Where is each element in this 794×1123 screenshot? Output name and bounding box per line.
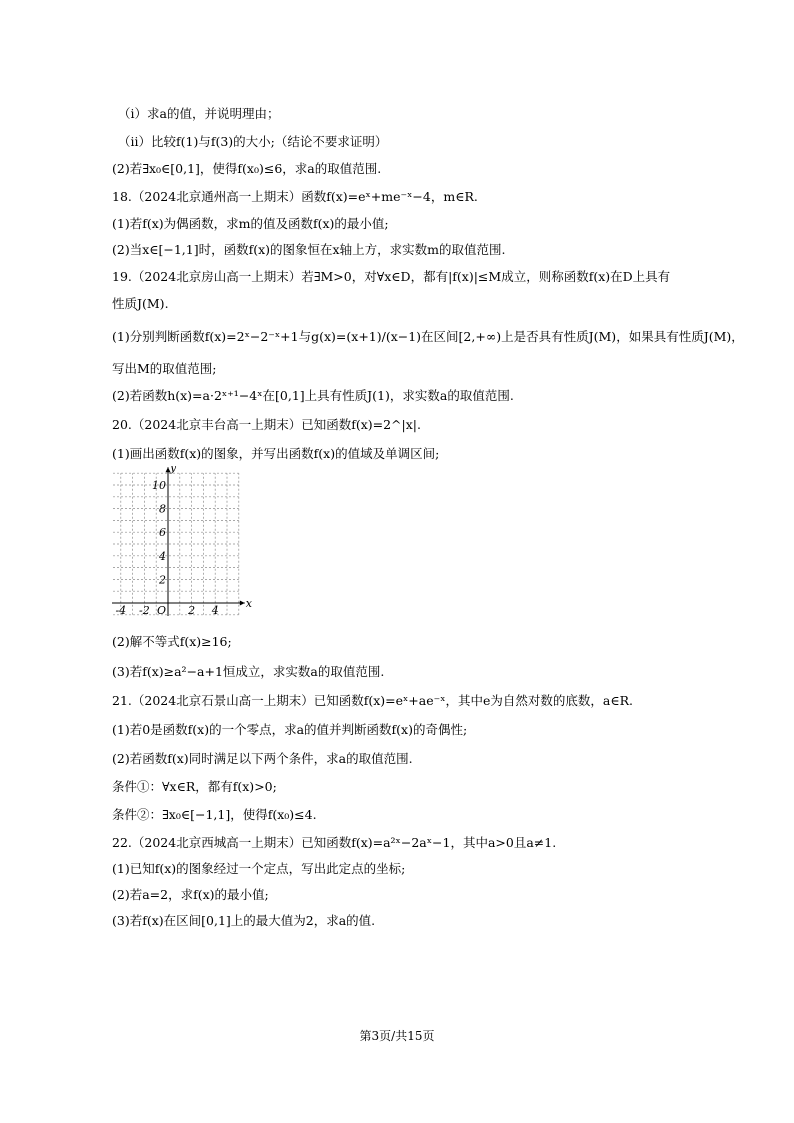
q22-part3: (3)若f(x)在区间[0,1]上的最大值为2，求a的值. [112,913,376,928]
y-axis-label: y [170,466,177,475]
q19-part1-cont: 写出M的取值范围; [112,361,217,376]
y-tick-label: 8 [159,502,166,516]
q20-part3: (3)若f(x)≥a²−a+1恒成立，求实数a的取值范围. [112,664,385,679]
coordinate-grid-figure [112,466,262,616]
q18-part1: (1)若f(x)为偶函数，求m的值及函数f(x)的最小值; [112,216,389,231]
page-footer: 第3页/共15页 [359,1029,435,1043]
q17-part1-i: （i）求a的值，并说明理由； [118,106,280,121]
q20-stem: 20.（2024北京丰台高一上期末）已知函数f(x)=2^|x|. [112,417,421,432]
x-axis-label: x [245,597,253,610]
q21-condition2: 条件②：∃x₀∈[−1,1]，使得f(x₀)≤4. [112,807,317,822]
q19-stem-cont: 性质J(M). [112,296,169,311]
q21-stem: 21.（2024北京石景山高一上期末）已知函数f(x)=eˣ+ae⁻ˣ，其中e为自然对数的底数，a∈R. [112,693,633,708]
q22-part2: (2)若a=2，求f(x)的最小值; [112,887,269,902]
x-tick-label: -2 [139,604,150,616]
q18-stem: 18.（2024北京通州高一上期末）函数f(x)=eˣ+me⁻ˣ−4，m∈R. [112,189,478,204]
y-tick-label: 4 [159,549,166,563]
q17-part1-ii: （ii）比较f(1)与f(3)的大小;（结论不要求证明） [118,134,388,149]
q21-part2: (2)若函数f(x)同时满足以下两个条件，求a的取值范围. [112,751,413,766]
q18-part2: (2)当x∈[−1,1]时，函数f(x)的图象恒在x轴上方，求实数m的取值范围. [112,242,506,257]
q20-part1: (1)画出函数f(x)的图象，并写出函数f(x)的值域及单调区间; [112,446,440,461]
q21-condition1: 条件①：∀x∈R，都有f(x)>0; [112,779,277,794]
q19-part1: (1)分别判断函数f(x)=2ˣ−2⁻ˣ+1与g(x)=(x+1)/(x−1)在区间[2,+∞)上是否具有性质J(M)，如果具有性质J(M)， [112,329,744,344]
y-tick-label: 6 [159,526,166,540]
x-tick-label: -4 [115,604,127,616]
q22-stem: 22.（2024北京西城高一上期末）已知函数f(x)=a²ˣ−2aˣ−1，其中a>0且a≠1. [112,835,557,850]
origin-label: O [156,604,166,616]
q17-part2: (2)若∃x₀∈[0,1]，使得f(x₀)≤6，求a的取值范围. [112,161,382,176]
x-tick-label: 2 [188,604,196,616]
q21-part1: (1)若0是函数f(x)的一个零点，求a的值并判断函数f(x)的奇偶性; [112,722,468,737]
y-tick-label: 10 [152,479,166,492]
q20-part2: (2)解不等式f(x)≥16; [112,634,232,649]
y-tick-label: 2 [159,573,166,587]
x-axis-arrow [240,601,245,606]
q19-part2: (2)若函数h(x)=a·2ˣ⁺¹−4ˣ在[0,1]上具有性质J(1)，求实数a的取值范围. [112,388,514,403]
q22-part1: (1)已知f(x)的图象经过一个定点，写出此定点的坐标; [112,861,406,876]
x-tick-label: 4 [211,604,219,616]
q19-stem: 19.（2024北京房山高一上期末）若∃M>0，对∀x∈D，都有|f(x)|≤M成立，则称函数f(x)在D上具有 [112,269,671,284]
